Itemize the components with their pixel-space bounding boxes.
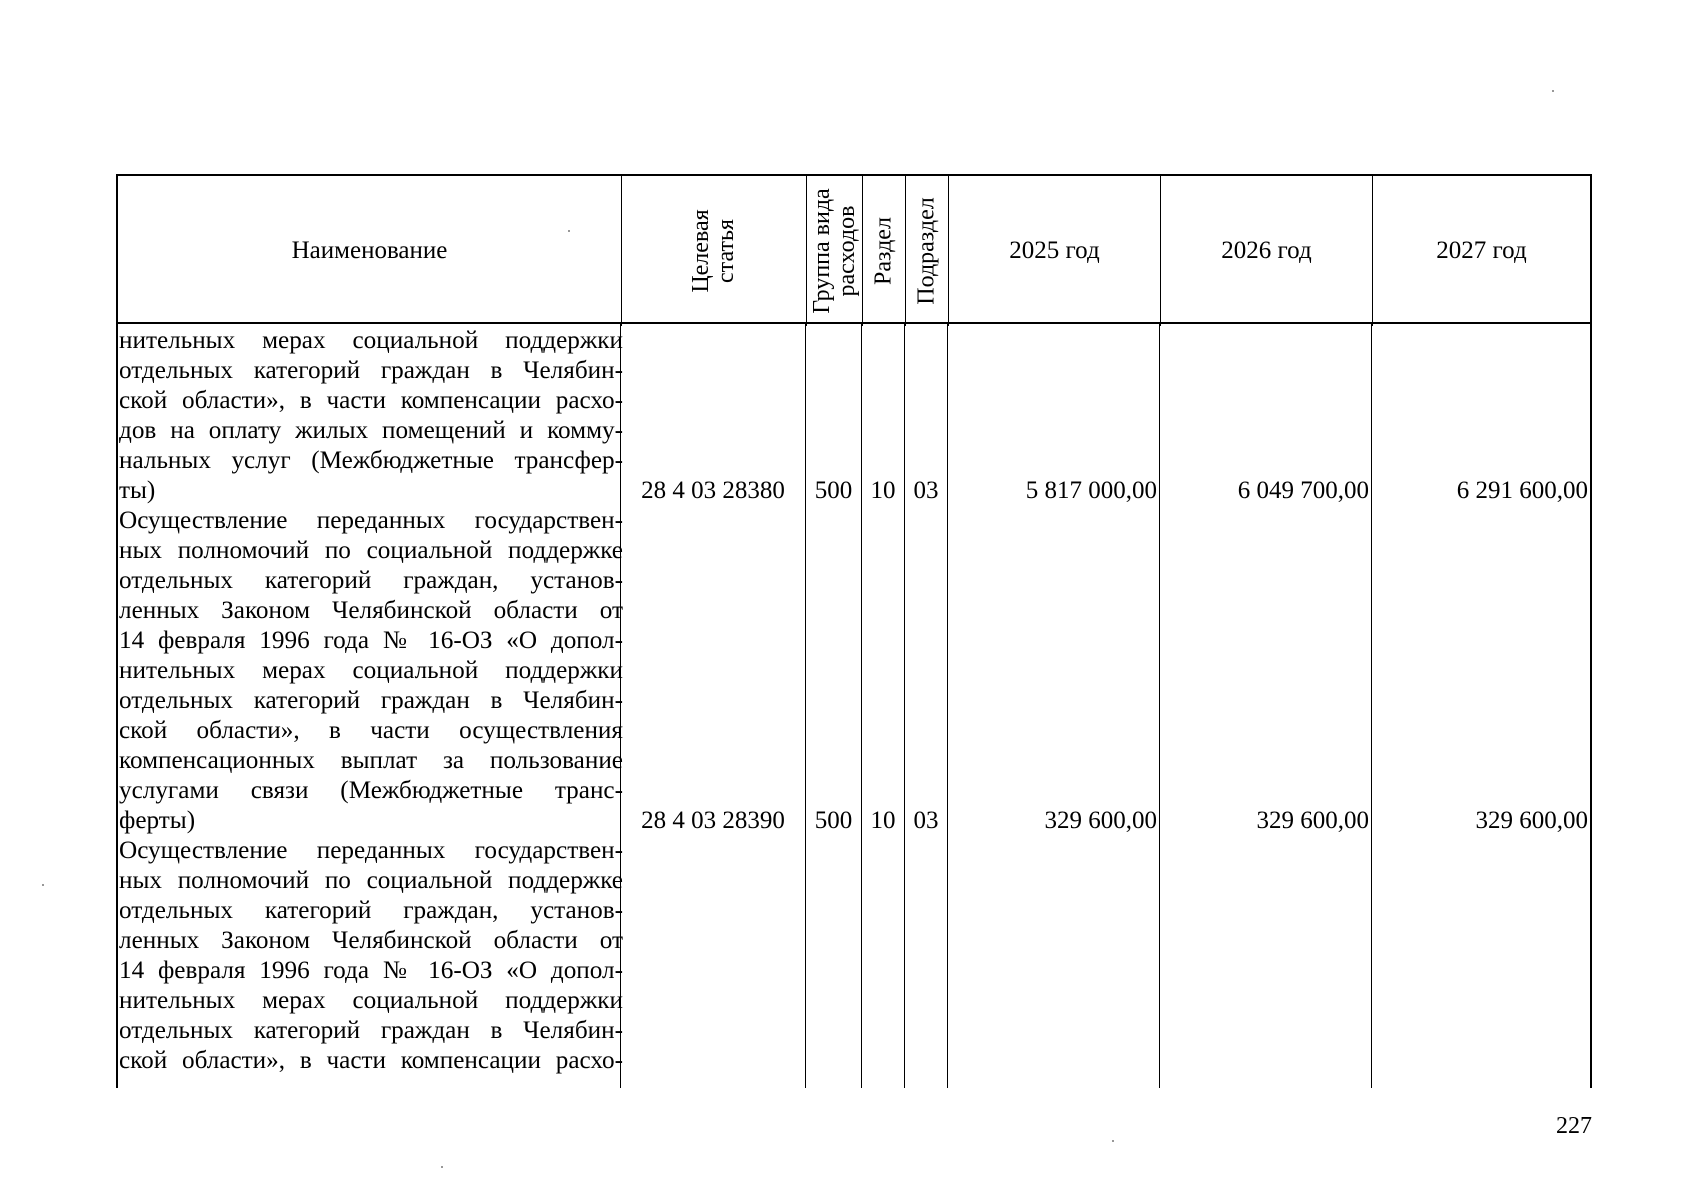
expense-group-value: 500 bbox=[814, 807, 853, 834]
description-column bbox=[119, 326, 623, 1076]
header-section-cell bbox=[863, 176, 906, 326]
description-line: ферты) bbox=[119, 807, 196, 834]
amount-2027-value: 6 291 600,00 bbox=[1456, 477, 1588, 504]
column-rule bbox=[1159, 324, 1160, 1088]
description-line: отдельных категорий граждан в Челябин- bbox=[119, 1017, 623, 1044]
amount-2025-value: 329 600,00 bbox=[1044, 807, 1157, 834]
header-name-cell bbox=[118, 176, 622, 326]
header-target-article: Целевая статья bbox=[688, 209, 739, 293]
target-article-value: 28 4 03 28380 bbox=[641, 477, 785, 504]
description-line: ской области», в части осуществления bbox=[119, 717, 623, 744]
header-2026: 2026 год bbox=[1221, 237, 1312, 264]
description-line: Осуществление переданных государствен- bbox=[119, 837, 623, 864]
amount-2027-value: 329 600,00 bbox=[1475, 807, 1588, 834]
table-header bbox=[116, 174, 1592, 324]
header-name: Наименование bbox=[291, 237, 448, 264]
description-line: отдельных категорий граждан, установ- bbox=[119, 897, 623, 924]
description-line: ных полномочий по социальной поддержке bbox=[119, 867, 623, 894]
description-line: 14 февраля 1996 года № 16-ОЗ «О допол- bbox=[119, 957, 623, 984]
header-subsection-cell bbox=[906, 176, 949, 326]
description-line: ленных Законом Челябинской области от bbox=[119, 927, 623, 954]
description-line: нительных мерах социальной поддержки bbox=[119, 987, 623, 1014]
description-line: отдельных категорий граждан в Челябин- bbox=[119, 687, 623, 714]
budget-table bbox=[116, 174, 1592, 1088]
header-2027: 2027 год bbox=[1436, 237, 1527, 264]
description-line: 14 февраля 1996 года № 16-ОЗ «О допол- bbox=[119, 627, 623, 654]
header-2025-cell bbox=[949, 176, 1161, 326]
scan-speck bbox=[1552, 90, 1554, 92]
header-2026-cell bbox=[1161, 176, 1373, 326]
description-line: нительных мерах социальной поддержки bbox=[119, 327, 623, 354]
description-line: нальных услуг (Межбюджетные трансфер- bbox=[119, 447, 623, 474]
description-line: ленных Законом Челябинской области от bbox=[119, 597, 623, 624]
expense-group-value: 500 bbox=[814, 477, 853, 504]
column-rule bbox=[861, 324, 862, 1088]
header-expense-group-cell bbox=[807, 176, 863, 326]
scan-speck bbox=[441, 1166, 443, 1168]
description-line: ской области», в части компенсации расхо- bbox=[119, 387, 623, 414]
amount-2026-value: 6 049 700,00 bbox=[1237, 477, 1369, 504]
subsection-value: 03 bbox=[913, 807, 939, 834]
column-rule bbox=[947, 324, 948, 1088]
scan-speck bbox=[42, 884, 44, 886]
description-line: ты) bbox=[119, 477, 156, 504]
amount-2025-value: 5 817 000,00 bbox=[1025, 477, 1157, 504]
header-2027-cell bbox=[1373, 176, 1590, 326]
scan-speck bbox=[1112, 1140, 1114, 1142]
amount-2026-value: 329 600,00 bbox=[1256, 807, 1369, 834]
header-target-article-cell bbox=[622, 176, 807, 326]
description-line: отдельных категорий граждан в Челябин- bbox=[119, 357, 623, 384]
column-rule bbox=[1590, 324, 1592, 1088]
description-line: ных полномочий по социальной поддержке bbox=[119, 537, 623, 564]
header-subsection: Подраздел bbox=[913, 197, 940, 305]
header-section: Раздел bbox=[870, 217, 897, 285]
header-expense-group: Группа вида расходов bbox=[808, 188, 860, 314]
table-row-description bbox=[119, 836, 623, 1076]
scan-speck bbox=[568, 230, 570, 232]
section-value: 10 bbox=[870, 477, 896, 504]
section-value: 10 bbox=[870, 807, 896, 834]
table-row-description bbox=[119, 326, 623, 506]
description-line: отдельных категорий граждан, установ- bbox=[119, 567, 623, 594]
description-line: Осуществление переданных государствен- bbox=[119, 507, 623, 534]
description-line: нительных мерах социальной поддержки bbox=[119, 657, 623, 684]
column-rule bbox=[1371, 324, 1372, 1088]
column-rule bbox=[904, 324, 905, 1088]
description-line: дов на оплату жилых помещений и комму- bbox=[119, 417, 623, 444]
description-line: услугами связи (Межбюджетные транс- bbox=[119, 777, 623, 804]
page-number: 227 bbox=[1556, 1113, 1592, 1139]
description-line: компенсационных выплат за пользование bbox=[119, 747, 623, 774]
column-rule bbox=[116, 324, 118, 1088]
table-row-description bbox=[119, 506, 623, 836]
target-article-value: 28 4 03 28390 bbox=[641, 807, 785, 834]
column-rule bbox=[805, 324, 806, 1088]
subsection-value: 03 bbox=[913, 477, 939, 504]
header-2025: 2025 год bbox=[1009, 237, 1100, 264]
description-line: ской области», в части компенсации расхо- bbox=[119, 1047, 623, 1074]
